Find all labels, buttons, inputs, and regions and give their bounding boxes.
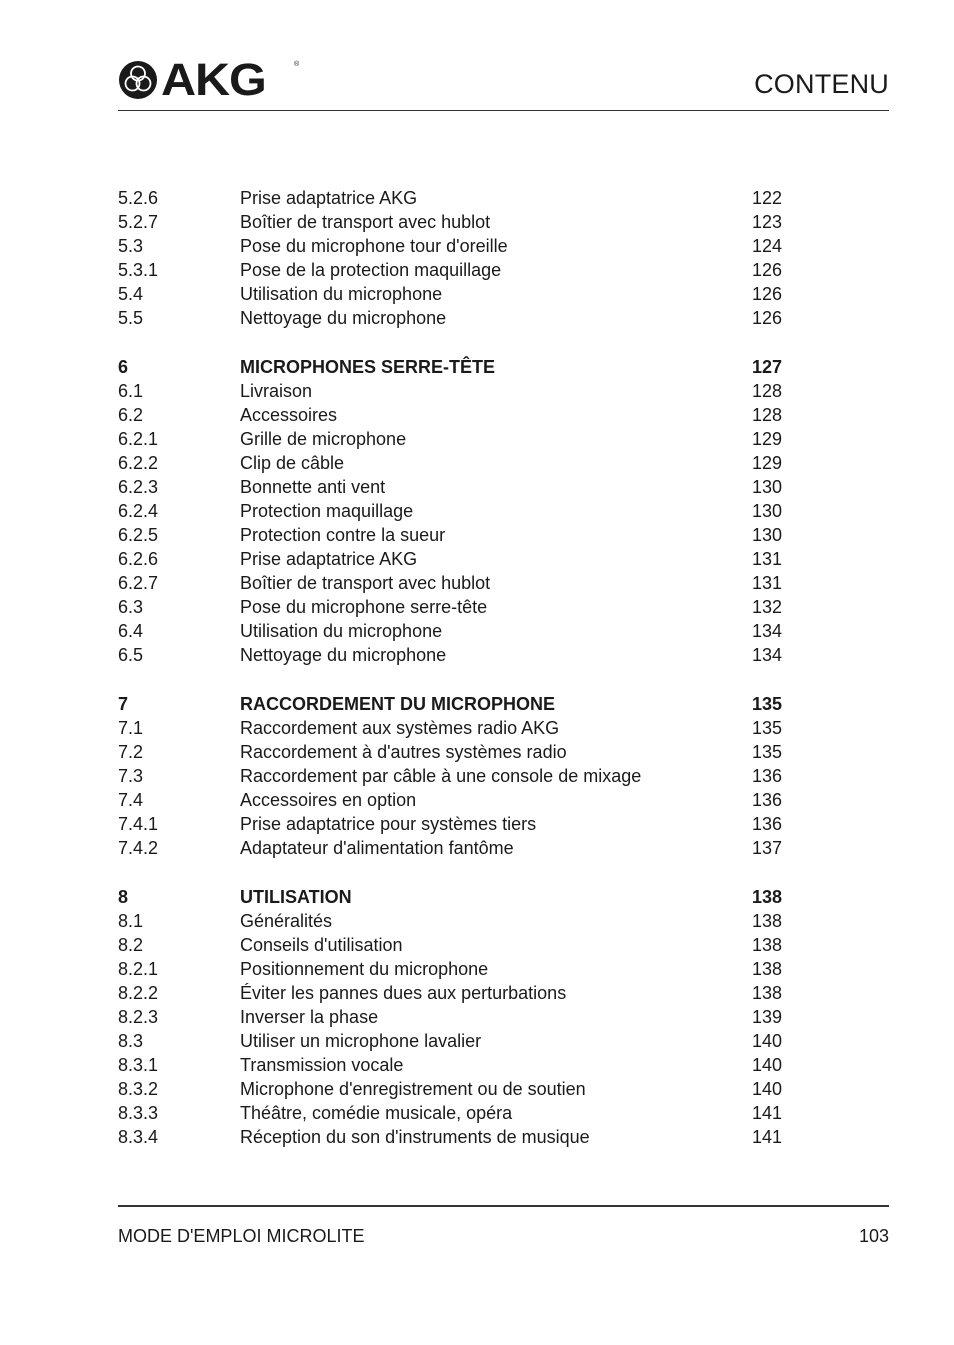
toc-section-number: 6.5 xyxy=(118,645,144,665)
toc-section-number: 6.3 xyxy=(118,597,144,617)
toc-section-number: 6.4 xyxy=(118,621,144,641)
toc-section-number: 6.2.4 xyxy=(118,501,159,521)
toc-row xyxy=(118,595,782,619)
toc-section-number: 8.3.4 xyxy=(118,1127,159,1147)
toc-section-number: 6.2.2 xyxy=(118,453,159,473)
toc-section-title: Positionnement du microphone xyxy=(240,959,489,979)
toc-section-title: Conseils d'utilisation xyxy=(240,935,403,955)
toc-page-number: 138 xyxy=(751,959,782,979)
toc-section-number: 5.3.1 xyxy=(118,260,159,280)
akg-emblem-icon xyxy=(118,60,158,100)
toc-page-number: 134 xyxy=(751,621,782,641)
toc-section-title: Utilisation du microphone xyxy=(240,621,443,641)
toc-row xyxy=(118,957,782,981)
toc-row xyxy=(118,1101,782,1125)
toc-section-title: MICROPHONES SERRE-TÊTE xyxy=(240,357,496,377)
toc-section-number: 7.4.2 xyxy=(118,838,159,858)
toc-section-title: Réception du son d'instruments de musique xyxy=(240,1127,590,1147)
page-header xyxy=(118,54,889,111)
document-title: MODE D'EMPLOI MICROLITE xyxy=(118,1226,365,1246)
toc-section-title: Protection contre la sueur xyxy=(240,525,446,545)
toc-section-number: 8.2.3 xyxy=(118,1007,159,1027)
toc-section-number: 6.1 xyxy=(118,381,144,401)
toc-row xyxy=(118,186,782,210)
toc-section-title: Prise adaptatrice pour systèmes tiers xyxy=(240,814,537,834)
toc-section-title: Protection maquillage xyxy=(240,501,414,521)
toc-section-number: 8 xyxy=(118,887,129,907)
toc-page-number: 123 xyxy=(751,212,782,232)
toc-page-number: 129 xyxy=(751,429,782,449)
toc-page-number: 141 xyxy=(751,1103,782,1123)
toc-section-number: 5.4 xyxy=(118,284,144,304)
toc-section-title: Grille de microphone xyxy=(240,429,407,449)
toc-section-number: 8.2 xyxy=(118,935,144,955)
toc-page-number: 126 xyxy=(751,260,782,280)
toc-section-number: 6.2.5 xyxy=(118,525,159,545)
toc-section-number: 6.2.7 xyxy=(118,573,159,593)
toc-page-number: 136 xyxy=(751,814,782,834)
toc-page-number: 141 xyxy=(751,1127,782,1147)
toc-section-number: 7.2 xyxy=(118,742,144,762)
toc-page-number: 130 xyxy=(751,477,782,497)
toc-row xyxy=(118,981,782,1005)
toc-row xyxy=(118,909,782,933)
toc-row xyxy=(118,1053,782,1077)
toc-section-number: 8.3.1 xyxy=(118,1055,159,1075)
toc-row xyxy=(118,475,782,499)
toc-row xyxy=(118,1029,782,1053)
toc-section-number: 8.2.2 xyxy=(118,983,159,1003)
logo-wordmark: AKG xyxy=(161,54,266,105)
toc-section-title: Accessoires xyxy=(240,405,338,425)
toc-page-number: 131 xyxy=(751,549,782,569)
toc-section-title: Prise adaptatrice AKG xyxy=(240,549,418,569)
page-number: 103 xyxy=(858,1226,889,1246)
toc-section-number: 7.1 xyxy=(118,718,144,738)
toc-section-title: Pose du microphone tour d'oreille xyxy=(240,236,508,256)
toc-page-number: 136 xyxy=(751,766,782,786)
toc-row xyxy=(118,571,782,595)
toc-page-number: 130 xyxy=(751,501,782,521)
toc-section-title: Prise adaptatrice AKG xyxy=(240,188,418,208)
toc-section-number: 7.3 xyxy=(118,766,144,786)
toc-row xyxy=(118,403,782,427)
toc-row xyxy=(118,282,782,306)
toc-section-title: RACCORDEMENT DU MICROPHONE xyxy=(240,694,555,714)
toc-page-number: 135 xyxy=(751,718,782,738)
toc-section-title: Généralités xyxy=(240,911,333,931)
toc-page-number: 128 xyxy=(751,381,782,401)
toc-page-number: 139 xyxy=(751,1007,782,1027)
toc-page-number: 128 xyxy=(751,405,782,425)
toc-page-number: 129 xyxy=(751,453,782,473)
toc-row xyxy=(118,1005,782,1029)
toc-row xyxy=(118,643,782,667)
toc-section-number: 6.2.1 xyxy=(118,429,159,449)
toc-page-number: 126 xyxy=(751,308,782,328)
toc-section-title: Transmission vocale xyxy=(240,1055,404,1075)
toc-section-number: 6.2.6 xyxy=(118,549,159,569)
toc-section-title: Pose de la protection maquillage xyxy=(240,260,502,280)
toc-row xyxy=(118,547,782,571)
toc-section-title: Raccordement à d'autres systèmes radio xyxy=(240,742,567,762)
toc-page-number: 127 xyxy=(751,357,782,377)
toc-section-number: 7.4.1 xyxy=(118,814,159,834)
toc-page-number: 122 xyxy=(751,188,782,208)
toc-section-number: 7.4 xyxy=(118,790,144,810)
toc-page-number: 126 xyxy=(751,284,782,304)
toc-section-title: Raccordement par câble à une console de mixage xyxy=(240,766,642,786)
toc-row xyxy=(118,258,782,282)
toc-section-title: Utiliser un microphone lavalier xyxy=(240,1031,482,1051)
toc-section-title: Raccordement aux systèmes radio AKG xyxy=(240,718,560,738)
toc-section-title: Éviter les pannes dues aux perturbations xyxy=(240,983,567,1003)
page-footer xyxy=(118,1205,889,1246)
toc-section-title: Boîtier de transport avec hublot xyxy=(240,212,491,232)
toc-section-title: Livraison xyxy=(240,381,313,401)
toc-section-number: 8.3.2 xyxy=(118,1079,159,1099)
toc-section-title: Pose du microphone serre-tête xyxy=(240,597,488,617)
toc-row xyxy=(118,306,782,330)
toc-row xyxy=(118,764,782,788)
toc-section-title: Nettoyage du microphone xyxy=(240,645,447,665)
toc-row xyxy=(118,499,782,523)
toc-row xyxy=(118,451,782,475)
toc-chapter-row xyxy=(118,355,782,379)
toc-section-number: 8.1 xyxy=(118,911,144,931)
toc-row xyxy=(118,836,782,860)
toc-section-number: 5.2.6 xyxy=(118,188,159,208)
akg-logo xyxy=(118,54,266,105)
toc-page-number: 138 xyxy=(751,983,782,1003)
toc-page-number: 132 xyxy=(751,597,782,617)
toc-row xyxy=(118,933,782,957)
toc-page-number: 140 xyxy=(751,1055,782,1075)
toc-section-number: 6.2 xyxy=(118,405,144,425)
toc-row xyxy=(118,619,782,643)
toc-page-number: 136 xyxy=(751,790,782,810)
toc-page-number: 134 xyxy=(751,645,782,665)
toc-page-number: 140 xyxy=(751,1031,782,1051)
toc-row xyxy=(118,379,782,403)
toc-row xyxy=(118,812,782,836)
toc-section-title: Microphone d'enregistrement ou de soutien xyxy=(240,1079,586,1099)
toc-chapter-row xyxy=(118,692,782,716)
toc-row xyxy=(118,427,782,451)
toc-section-number: 5.5 xyxy=(118,308,144,328)
toc-section-title: Bonnette anti vent xyxy=(240,477,386,497)
page-title: CONTENU xyxy=(754,69,889,99)
toc-section-title: Boîtier de transport avec hublot xyxy=(240,573,491,593)
toc-row xyxy=(118,716,782,740)
toc-row xyxy=(118,740,782,764)
table-of-contents xyxy=(118,186,782,1149)
registered-mark: ® xyxy=(294,61,300,68)
toc-section-title: Théâtre, comédie musicale, opéra xyxy=(240,1103,513,1123)
toc-row xyxy=(118,1125,782,1149)
toc-section-title: Accessoires en option xyxy=(240,790,417,810)
toc-page-number: 135 xyxy=(751,694,782,714)
toc-page-number: 135 xyxy=(751,742,782,762)
toc-section-title: Inverser la phase xyxy=(240,1007,379,1027)
toc-section-title: Clip de câble xyxy=(240,453,345,473)
toc-section-title: Adaptateur d'alimentation fantôme xyxy=(240,838,514,858)
toc-section-number: 8.3 xyxy=(118,1031,144,1051)
toc-page-number: 131 xyxy=(751,573,782,593)
toc-section-number: 5.3 xyxy=(118,236,144,256)
toc-section-number: 6.2.3 xyxy=(118,477,159,497)
toc-row xyxy=(118,788,782,812)
toc-row xyxy=(118,1077,782,1101)
toc-section-number: 6 xyxy=(118,357,129,377)
toc-page-number: 140 xyxy=(751,1079,782,1099)
toc-row xyxy=(118,234,782,258)
toc-row xyxy=(118,523,782,547)
toc-chapter-row xyxy=(118,885,782,909)
toc-section-number: 5.2.7 xyxy=(118,212,159,232)
toc-section-number: 7 xyxy=(118,694,129,714)
toc-page-number: 138 xyxy=(751,935,782,955)
toc-page-number: 130 xyxy=(751,525,782,545)
toc-page-number: 124 xyxy=(751,236,782,256)
toc-section-title: Utilisation du microphone xyxy=(240,284,443,304)
toc-section-title: Nettoyage du microphone xyxy=(240,308,447,328)
toc-section-number: 8.3.3 xyxy=(118,1103,159,1123)
toc-page-number: 137 xyxy=(751,838,782,858)
toc-section-number: 8.2.1 xyxy=(118,959,159,979)
toc-row xyxy=(118,210,782,234)
toc-section-title: UTILISATION xyxy=(240,887,352,907)
toc-page-number: 138 xyxy=(751,911,782,931)
toc-page-number: 138 xyxy=(751,887,782,907)
